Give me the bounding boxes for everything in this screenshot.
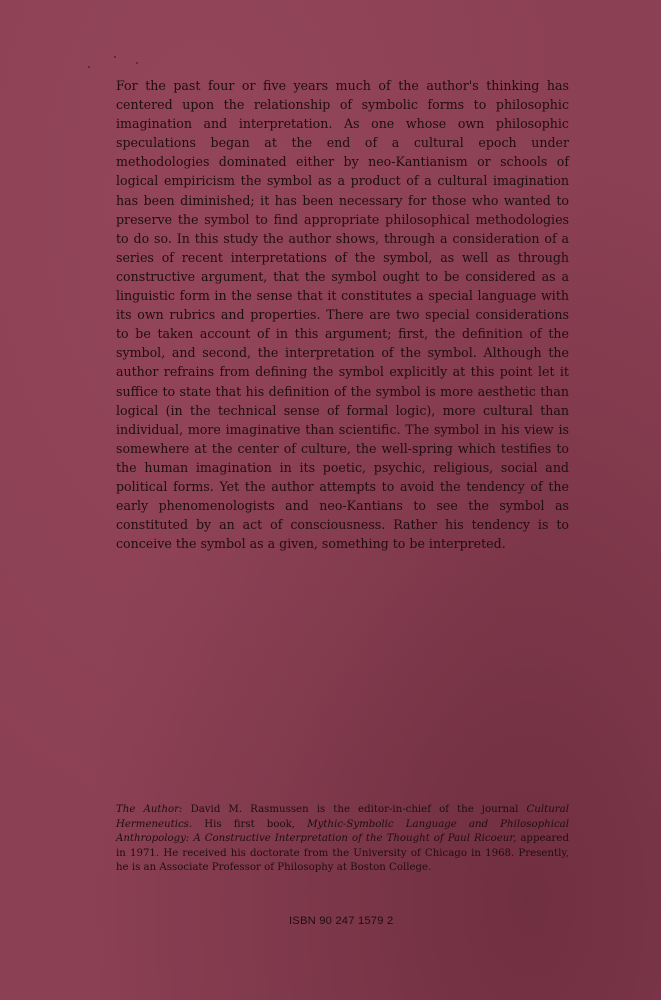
journal-title: Cultural Hermeneutics. [116, 804, 569, 830]
author-bio-text: appeared in 1971. He received his doctorate from the University of Chicago in 1968. Presently, he is an Associate Professor of Philosophy at Boston College. [116, 833, 569, 874]
isbn-number: ISBN 90 247 1579 2 [289, 915, 394, 927]
book-description: For the past four or five years much of the author's thinking has centered upon the relationship of symbolic forms to philosophic imagination and interpretation. As one whose own philosophic speculations began at the end of a cultural epoch under methodologies dominated either by neo-Kantianism or schools of logical empiricism the symbol as a product of a cultural imagination has been diminished; it has been necessary for those who wanted to preserve the symbol to find appropriate philosophical methodologies to do so. In this study the author shows, through a consideration of a series of recent interpretations of the symbol, as well as through constructive argument, that the symbol ought to be considered as a linguistic form in the sense that it constitutes a special language with its own rubrics and properties. There are two special considerations to be taken account of in this argument; first, the definition of the symbol, and second, the interpretation of the symbol. Although the author refrains from defining the symbol explicitly at this point let it suffice to state that his definition of the symbol is more aesthetic than logical (in the technical sense of formal logic), more cultural than individual, more imaginative than scientific. The symbol in his view is somewhere at the center of culture, the well-spring which testifies to the human imagination in its poetic, psychic, religious, social and political forms. Yet the author attempts to avoid the tendency of the early phenomenologists and neo-Kantians to see the symbol as constituted by an act of consciousness. Rather his tendency is to conceive the symbol as a given, something to be interpreted. [116, 78, 569, 552]
ink-speck [136, 62, 138, 64]
author-bio-text: David M. Rasmussen is the editor-in-chief of the journal [182, 804, 527, 815]
book-title: Mythic-Symbolic Language and Philosophical Anthropology: A Constructive Interpretation of the Thought of Paul Ricoeur, [116, 818, 569, 845]
author-bio [116, 803, 569, 876]
ink-speck [88, 66, 90, 68]
author-bio-text: His first book, [192, 818, 308, 830]
author-bio-label: The Author: [116, 804, 183, 815]
ink-speck [114, 56, 116, 58]
